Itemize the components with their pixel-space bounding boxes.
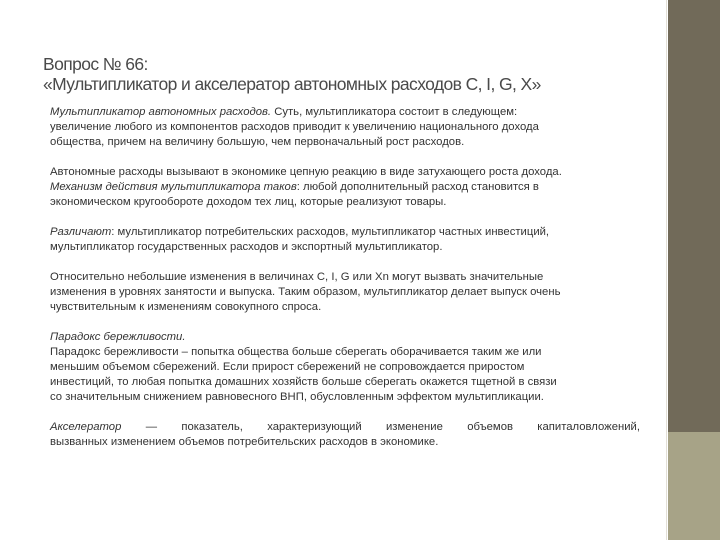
text-line xyxy=(50,180,640,195)
paragraph-autonomous-spending xyxy=(50,165,640,210)
term-distinguish: Различают xyxy=(50,226,112,238)
paragraph-sensitivity xyxy=(50,270,640,315)
paragraph-paradox-of-thrift xyxy=(50,330,640,405)
text-fragment: — показатель, характеризующий изменение объемов капиталовложений, xyxy=(121,421,640,433)
text-fragment: : мультипликатор потребительских расходов, мультипликатор частных инвестиций, xyxy=(111,226,550,238)
text-line: инвестиций, то любая попытка домашних хозяйств больше сберегать окажется тщетной в связи xyxy=(50,376,557,388)
term-multiplier: Мультипликатор автономных расходов. xyxy=(50,106,272,118)
term-accelerator: Акселератор xyxy=(50,421,122,433)
text-line: меньшим объемом сбережений. Если прирост сбережений не сопровождается приростом xyxy=(50,361,525,373)
slide-body xyxy=(50,105,640,465)
slide-title xyxy=(43,54,653,94)
term-mechanism: Механизм действия мультипликатора таков xyxy=(50,181,297,193)
text-line: Относительно небольшие изменения в величинах С, I, G или Xn могут вызвать значительные xyxy=(50,271,544,283)
paragraph-multiplier-types xyxy=(50,225,640,255)
text-line: Парадокс бережливости – попытка общества больше сберегать оборачивается таким же или xyxy=(50,346,542,358)
text-line: вызванных изменением объемов потребительских расходов в экономике. xyxy=(50,436,439,448)
title-line-1: Вопрос № 66: xyxy=(43,54,148,74)
text-fragment: : любой дополнительный расход становится в xyxy=(296,181,539,193)
paragraph-accelerator xyxy=(50,420,640,450)
paradox-heading: Парадокс бережливости. xyxy=(50,331,186,343)
text-line: Автономные расходы вызывают в экономике цепную реакцию в виде затухающего роста дохода. xyxy=(50,166,562,178)
text-line: увеличение любого из компонентов расходов приводит к увеличению национального дохода xyxy=(50,121,539,133)
text-line xyxy=(50,225,640,240)
text-line: чувствительным к изменениям совокупного спроса. xyxy=(50,301,322,313)
decorative-sidebar-accent xyxy=(668,432,720,540)
text-line: общества, причем на величину большую, чем первоначальный рост расходов. xyxy=(50,136,465,148)
text-line: мультипликатор государственных расходов и экспортный мультипликатор. xyxy=(50,241,443,253)
text-line xyxy=(50,420,640,435)
text-line: изменения в уровнях занятости и выпуска. Таким образом, мультипликатор делает выпуск очень xyxy=(50,286,561,298)
text-fragment: Суть, мультипликатора состоит в следующем: xyxy=(271,106,518,118)
title-line-2: «Мультипликатор и акселератор автономных расходов C, I, G, X» xyxy=(43,74,541,94)
text-line: экономическом кругообороте доходом тех лиц, которые реализуют товары. xyxy=(50,196,447,208)
paragraph-multiplier-definition xyxy=(50,105,640,150)
text-line: со значительным снижением равновесного ВНП, обусловленным эффектом мультипликации. xyxy=(50,391,544,403)
text-line xyxy=(50,105,640,120)
